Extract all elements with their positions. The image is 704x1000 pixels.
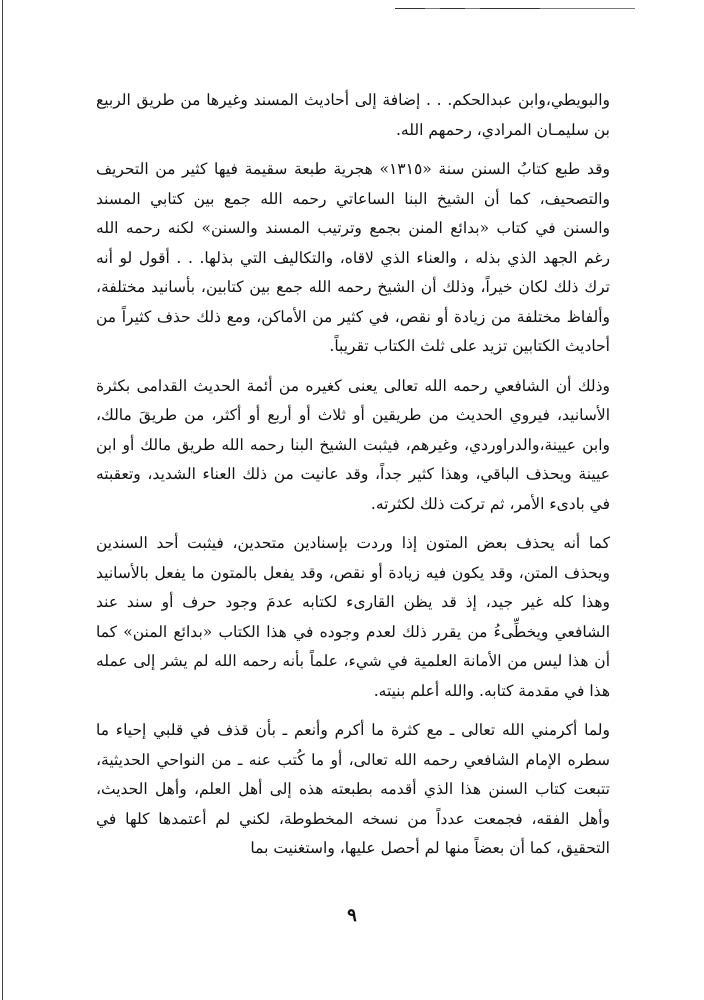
paragraph-4: كما أنه يحذف بعض المتون إذا وردت بإسنادين متحدين، فيثبت أحد السندين ويحذف المتن، وقد يكون فيه زيادة أو نقص، وقد يفعل بالمتون ما يفعل بالأسانيد وهذا كله غير جيد، إذ قد يظن القارىء لكتابه عدمَ وجود حرف أو سند عند الشافعي ويخطِّىءُ من يقرر ذلك لعدم وجوده في هذا الكتاب «بدائع المنن» كما أن هذا ليس من الأمانة العلمية في شيء، علماً بأنه رحمه الله لم يشر إلى عمله هذا في مقدمة كتابه. والله أعلم بنيته. xyxy=(96,534,610,700)
header-rule-segment xyxy=(480,8,540,9)
paragraph-1: والبويطي،وابن عبدالحكم. . . إضافة إلى أحاديث المسند وغيرها من طريق الربيع بن سليمـان المرادي، رحمهم الله. xyxy=(96,91,610,139)
paragraph-3: وذلك أن الشافعي رحمه الله تعالى يعنى كغيره من أئمة الحديث القدامى بكثرة الأسانيد، فيروي الحديث من طريقين أو ثلاث أو أربع أو أكثر، من طريقَ مالك، وابن عيينة،والدراوردي، وغيرهم، فيثبت الشيخ البنا رحمه الله طريق مالك أو ابن عيينة ويحذف الباقي، وهذا كثير جداً، وقد عانيت من ذلك العناء الشديد، وتعقبته في بادىء الأمر، ثم تركت ذلك لكثرته. xyxy=(96,376,610,513)
paragraph-2: وقد طبع كتابُ السنن سنة «١٣١٥» هجرية طبعة سقيمة فيها كثير من التحريف والتصحيف، كما أن الشيخ البنا الساعاتي رحمه الله جمع بين كتابي المسند والسنن في كتاب «بدائع المنن بجمع وترتيب المسند والسنن» لكنه رحمه الله رغم الجهد الذي بذله ، والعناء الذي لاقاه، والتكاليف التي بذلها. . . أقول لو أنه ترك ذلك لكان خيراً، وذلك أن الشيخ رحمه الله جمع بين كتابين، بأسانيد مختلفة، وألفاظ مختلفة من زيادة أو نقص، في كثير من الأماكن، ومع ذلك حذف كثيراً من أحاديث الكتابين تزيد على ثلث الكتاب تقريباً. xyxy=(96,160,611,355)
page-body xyxy=(96,86,610,874)
header-rule-segment xyxy=(440,8,465,9)
page-number: ٩ xyxy=(347,905,357,926)
page-edge-line xyxy=(2,0,3,1000)
paragraph-5: ولما أكرمني الله تعالى ـ مع كثرة ما أكرم وأنعم ـ بأن قذف في قلبي إحياء ما سطره الإمام الشافعي رحمه الله تعالى، أو ما كُتب عنه ـ من النواحي الحديثية، تتبعت كتاب السنن هذا الذي أقدمه بطبعته هذه إلى أهل العلم، وأهل الحديث، وأهل الفقه، فجمعت عدداً من نسخه المخطوطة، لكني لم أعتمدها كلها في التحقيق، كما أن بعضاً منها لم أحصل عليها، واستغنيت بما xyxy=(96,721,610,857)
header-rule-segment xyxy=(395,8,425,9)
